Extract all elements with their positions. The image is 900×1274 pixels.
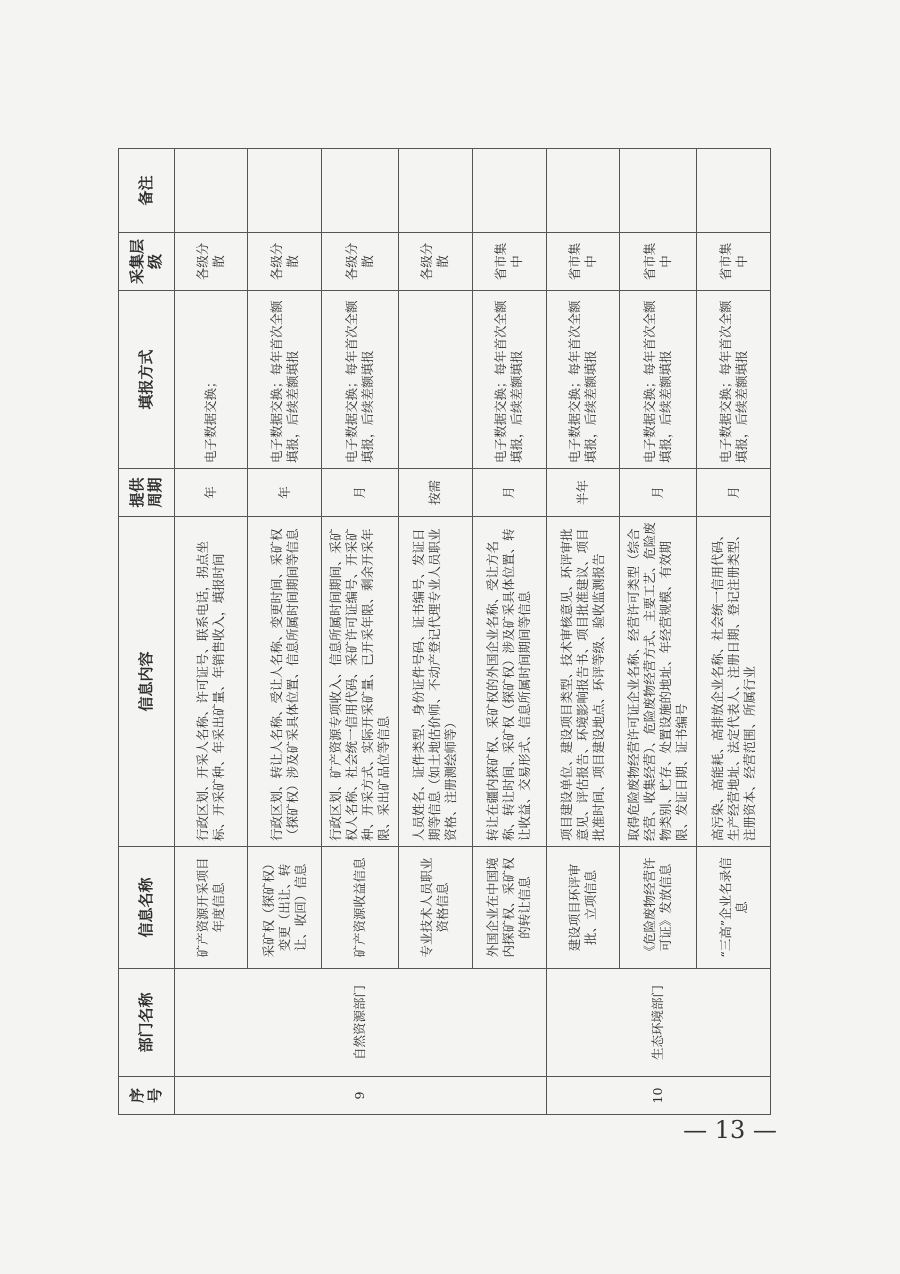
info-name-cell: 矿产资源收益信息: [322, 847, 399, 969]
header-seq: 序号: [119, 1077, 175, 1115]
info-content-cell: 人员姓名、证件类型、身份证件号码、证书编号、发证日期等信息（如土地估价师、不动产登记代理专业人员职业资格、注册测绘师等）: [398, 517, 472, 847]
info-table: [118, 148, 771, 1115]
dept-cell: 自然资源部门: [174, 969, 546, 1077]
period-cell: 月: [620, 469, 697, 517]
level-cell: 省市集中: [620, 233, 697, 291]
info-name-cell: “三高”企业名录信息: [697, 847, 771, 969]
note-cell: [248, 149, 322, 233]
note-cell: [398, 149, 472, 233]
note-cell: [697, 149, 771, 233]
method-cell: 电子数据交换；每年首次全额填报，后续差额填报: [546, 291, 620, 469]
header-name: 信息名称: [119, 847, 175, 969]
info-content-cell: 行政区划、矿产资源专项收入、信息所属时间期间、采矿权人名称、社会统一信用代码、采矿许可证编号、开采矿种、开采方式、实际开采矿量、已开采年限、剩余开采年限、采出矿品位等信息: [322, 517, 399, 847]
method-cell: 电子数据交换；每年首次全额填报，后续差额填报: [248, 291, 322, 469]
method-cell: 电子数据交换；每年首次全额填报，后续差额填报: [620, 291, 697, 469]
info-content-cell: 项目建设单位、建设项目类型、技术审核意见、环评审批意见、评估报告、环境影响报告书、项目批准建议、项目批准时间、项目建设地点、环评等级、验收监测报告: [546, 517, 620, 847]
header-note: 备注: [119, 149, 175, 233]
table-header-row: [119, 149, 175, 1115]
header-content: 信息内容: [119, 517, 175, 847]
level-cell: 各级分散: [174, 233, 248, 291]
table-row: [546, 149, 620, 1115]
method-cell: [398, 291, 472, 469]
info-name-cell: 建设项目环评审批、立项信息: [546, 847, 620, 969]
info-content-cell: 高污染、高能耗、高排放企业名称、社会统一信用代码、生产经营地址、法定代表人、注册日期、登记注册类型、注册资本、经营范围、所属行业: [697, 517, 771, 847]
period-cell: 月: [322, 469, 399, 517]
note-cell: [322, 149, 399, 233]
method-cell: 电子数据交换；: [174, 291, 248, 469]
page-number: — 13 —: [683, 1116, 777, 1144]
note-cell: [620, 149, 697, 233]
level-cell: 省市集中: [472, 233, 546, 291]
note-cell: [472, 149, 546, 233]
dept-cell: 生态环境部门: [546, 969, 770, 1077]
period-cell: 年: [174, 469, 248, 517]
info-name-cell: 《危险废物经营许可证》发放信息: [620, 847, 697, 969]
level-cell: 各级分散: [248, 233, 322, 291]
header-period: 提供周期: [119, 469, 175, 517]
info-content-cell: 行政区划、开采人名称、许可证号、联系电话，拐点坐标、开采矿种、年采出矿量、年销售收入，填报时间: [174, 517, 248, 847]
method-cell: 电子数据交换；每年首次全额填报，后续差额填报: [322, 291, 399, 469]
header-method: 填报方式: [119, 291, 175, 469]
level-cell: 省市集中: [697, 233, 771, 291]
info-content-cell: 行政区划、转让人名称、受让人名称、变更时间、采矿权（探矿权）涉及矿采具体位置、信息所属时间期间等信息: [248, 517, 322, 847]
period-cell: 月: [697, 469, 771, 517]
info-name-cell: 采矿权（探矿权）变更（出让、转让、收回）信息: [248, 847, 322, 969]
info-name-cell: 专业技术人员职业资格信息: [398, 847, 472, 969]
level-cell: 省市集中: [546, 233, 620, 291]
table-row: [174, 149, 248, 1115]
info-name-cell: 矿产资源开采项目年度信息: [174, 847, 248, 969]
level-cell: 各级分散: [322, 233, 399, 291]
period-cell: 按需: [398, 469, 472, 517]
period-cell: 半年: [546, 469, 620, 517]
info-content-cell: 转让在疆内探矿权、采矿权的外国企业名称、受让方名称、转让时间、采矿权（探矿权）涉及矿采具体位置、转让收益、交易形式、信息所属时间期间等信息: [472, 517, 546, 847]
note-cell: [174, 149, 248, 233]
method-cell: 电子数据交换；每年首次全额填报，后续差额填报: [697, 291, 771, 469]
header-level: 采集层级: [119, 233, 175, 291]
note-cell: [546, 149, 620, 233]
rotated-table-container: [118, 149, 771, 1115]
method-cell: 电子数据交换；每年首次全额填报，后续差额填报: [472, 291, 546, 469]
info-content-cell: 取得危险废物经营许可证企业名称、经营许可类型（综合经营、收集经营）、危险废物经营方式、主要工艺、危险废物类别、贮存、处置设施的地址、年经营规模、有效期限、发证日期、证书编号: [620, 517, 697, 847]
info-name-cell: 外国企业在中国境内探矿权、采矿权的转让信息: [472, 847, 546, 969]
period-cell: 年: [248, 469, 322, 517]
seq-cell: 10: [546, 1077, 770, 1115]
header-dept: 部门名称: [119, 969, 175, 1077]
period-cell: 月: [472, 469, 546, 517]
seq-cell: 9: [174, 1077, 546, 1115]
level-cell: 各级分散: [398, 233, 472, 291]
